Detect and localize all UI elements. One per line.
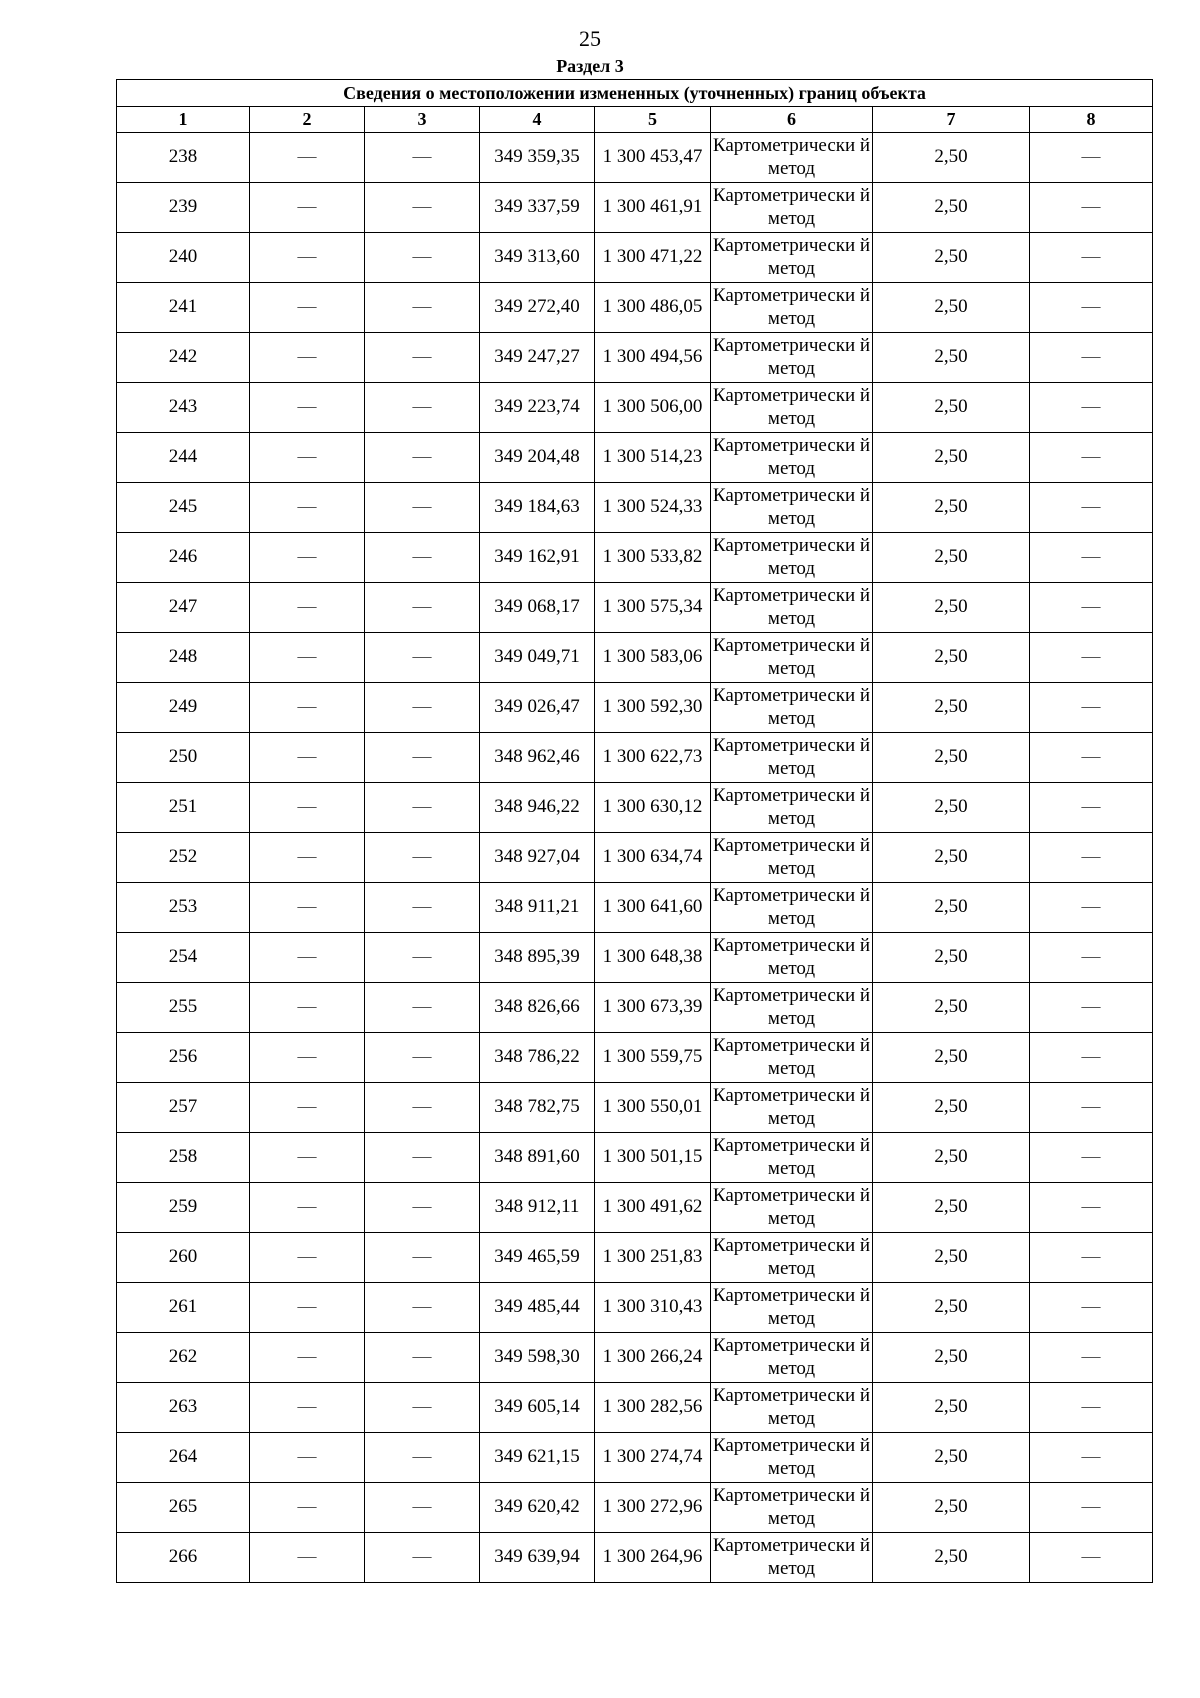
col3-cell: — xyxy=(365,1483,480,1533)
col8-cell: — xyxy=(1030,133,1153,183)
table-row xyxy=(117,433,1153,483)
method-cell: Картометрически й метод xyxy=(711,883,873,933)
col8-cell: — xyxy=(1030,733,1153,783)
point-number-cell: 254 xyxy=(117,933,250,983)
method-cell: Картометрически й метод xyxy=(711,1283,873,1333)
col3-cell: — xyxy=(365,1533,480,1583)
col8-cell: — xyxy=(1030,1033,1153,1083)
point-number-cell: 251 xyxy=(117,783,250,833)
y-coordinate-cell: 1 300 282,56 xyxy=(595,1383,711,1433)
col2-cell: — xyxy=(250,1183,365,1233)
column-header: 4 xyxy=(480,107,595,133)
y-coordinate-cell: 1 300 622,73 xyxy=(595,733,711,783)
col2-cell: — xyxy=(250,1033,365,1083)
col2-cell: — xyxy=(250,483,365,533)
x-coordinate-cell: 348 912,11 xyxy=(480,1183,595,1233)
x-coordinate-cell: 349 639,94 xyxy=(480,1533,595,1583)
x-coordinate-cell: 349 621,15 xyxy=(480,1433,595,1483)
table-row xyxy=(117,333,1153,383)
section-title: Раздел 3 xyxy=(556,56,624,76)
accuracy-cell: 2,50 xyxy=(873,483,1030,533)
col3-cell: — xyxy=(365,833,480,883)
y-coordinate-cell: 1 300 266,24 xyxy=(595,1333,711,1383)
method-cell: Картометрически й метод xyxy=(711,583,873,633)
y-coordinate-cell: 1 300 461,91 xyxy=(595,183,711,233)
col3-cell: — xyxy=(365,333,480,383)
col3-cell: — xyxy=(365,533,480,583)
col3-cell: — xyxy=(365,183,480,233)
y-coordinate-cell: 1 300 310,43 xyxy=(595,1283,711,1333)
col2-cell: — xyxy=(250,883,365,933)
col8-cell: — xyxy=(1030,483,1153,533)
table-row xyxy=(117,1333,1153,1383)
point-number-cell: 262 xyxy=(117,1333,250,1383)
col2-cell: — xyxy=(250,433,365,483)
table-row xyxy=(117,1133,1153,1183)
point-number-cell: 259 xyxy=(117,1183,250,1233)
col3-cell: — xyxy=(365,583,480,633)
col3-cell: — xyxy=(365,1233,480,1283)
method-cell: Картометрически й метод xyxy=(711,1483,873,1533)
col3-cell: — xyxy=(365,483,480,533)
point-number-cell: 246 xyxy=(117,533,250,583)
x-coordinate-cell: 349 204,48 xyxy=(480,433,595,483)
table-row xyxy=(117,533,1153,583)
col8-cell: — xyxy=(1030,383,1153,433)
col2-cell: — xyxy=(250,633,365,683)
col8-cell: — xyxy=(1030,1183,1153,1233)
table-row xyxy=(117,933,1153,983)
col2-cell: — xyxy=(250,983,365,1033)
point-number-cell: 242 xyxy=(117,333,250,383)
col2-cell: — xyxy=(250,1533,365,1583)
y-coordinate-cell: 1 300 251,83 xyxy=(595,1233,711,1283)
y-coordinate-cell: 1 300 514,23 xyxy=(595,433,711,483)
col8-cell: — xyxy=(1030,683,1153,733)
x-coordinate-cell: 349 026,47 xyxy=(480,683,595,733)
col8-cell: — xyxy=(1030,1533,1153,1583)
table-row xyxy=(117,1533,1153,1583)
column-header: 5 xyxy=(595,107,711,133)
col8-cell: — xyxy=(1030,1133,1153,1183)
table-row xyxy=(117,1033,1153,1083)
table-row xyxy=(117,783,1153,833)
col8-cell: — xyxy=(1030,1383,1153,1433)
table-row xyxy=(117,983,1153,1033)
point-number-cell: 258 xyxy=(117,1133,250,1183)
method-cell: Картометрически й метод xyxy=(711,1033,873,1083)
x-coordinate-cell: 349 068,17 xyxy=(480,583,595,633)
col3-cell: — xyxy=(365,733,480,783)
x-coordinate-cell: 348 786,22 xyxy=(480,1033,595,1083)
col2-cell: — xyxy=(250,383,365,433)
y-coordinate-cell: 1 300 453,47 xyxy=(595,133,711,183)
y-coordinate-cell: 1 300 471,22 xyxy=(595,233,711,283)
column-header: 3 xyxy=(365,107,480,133)
point-number-cell: 243 xyxy=(117,383,250,433)
y-coordinate-cell: 1 300 641,60 xyxy=(595,883,711,933)
x-coordinate-cell: 348 782,75 xyxy=(480,1083,595,1133)
col2-cell: — xyxy=(250,133,365,183)
point-number-cell: 257 xyxy=(117,1083,250,1133)
x-coordinate-cell: 348 891,60 xyxy=(480,1133,595,1183)
col8-cell: — xyxy=(1030,1233,1153,1283)
method-cell: Картометрически й метод xyxy=(711,633,873,683)
accuracy-cell: 2,50 xyxy=(873,1283,1030,1333)
table-caption: Сведения о местоположении измененных (уточненных) границ объекта xyxy=(117,80,1153,107)
col8-cell: — xyxy=(1030,833,1153,883)
col8-cell: — xyxy=(1030,283,1153,333)
y-coordinate-cell: 1 300 494,56 xyxy=(595,333,711,383)
accuracy-cell: 2,50 xyxy=(873,1033,1030,1083)
x-coordinate-cell: 349 598,30 xyxy=(480,1333,595,1383)
method-cell: Картометрически й метод xyxy=(711,1083,873,1133)
accuracy-cell: 2,50 xyxy=(873,333,1030,383)
x-coordinate-cell: 348 826,66 xyxy=(480,983,595,1033)
method-cell: Картометрически й метод xyxy=(711,433,873,483)
col8-cell: — xyxy=(1030,233,1153,283)
x-coordinate-cell: 349 272,40 xyxy=(480,283,595,333)
x-coordinate-cell: 349 162,91 xyxy=(480,533,595,583)
point-number-cell: 256 xyxy=(117,1033,250,1083)
col8-cell: — xyxy=(1030,883,1153,933)
col3-cell: — xyxy=(365,383,480,433)
col8-cell: — xyxy=(1030,983,1153,1033)
accuracy-cell: 2,50 xyxy=(873,683,1030,733)
x-coordinate-cell: 349 465,59 xyxy=(480,1233,595,1283)
col3-cell: — xyxy=(365,1083,480,1133)
table-row xyxy=(117,283,1153,333)
y-coordinate-cell: 1 300 264,96 xyxy=(595,1533,711,1583)
col2-cell: — xyxy=(250,683,365,733)
y-coordinate-cell: 1 300 272,96 xyxy=(595,1483,711,1533)
col3-cell: — xyxy=(365,683,480,733)
column-header: 6 xyxy=(711,107,873,133)
page-number: 25 xyxy=(579,26,601,51)
point-number-cell: 249 xyxy=(117,683,250,733)
x-coordinate-cell: 348 895,39 xyxy=(480,933,595,983)
accuracy-cell: 2,50 xyxy=(873,1333,1030,1383)
col2-cell: — xyxy=(250,1283,365,1333)
col2-cell: — xyxy=(250,583,365,633)
accuracy-cell: 2,50 xyxy=(873,433,1030,483)
method-cell: Картометрически й метод xyxy=(711,533,873,583)
table-body xyxy=(117,133,1153,1583)
x-coordinate-cell: 349 605,14 xyxy=(480,1383,595,1433)
col8-cell: — xyxy=(1030,1083,1153,1133)
point-number-cell: 244 xyxy=(117,433,250,483)
y-coordinate-cell: 1 300 486,05 xyxy=(595,283,711,333)
accuracy-cell: 2,50 xyxy=(873,1233,1030,1283)
method-cell: Картометрически й метод xyxy=(711,833,873,883)
point-number-cell: 265 xyxy=(117,1483,250,1533)
point-number-cell: 266 xyxy=(117,1533,250,1583)
point-number-cell: 248 xyxy=(117,633,250,683)
y-coordinate-cell: 1 300 491,62 xyxy=(595,1183,711,1233)
table-row xyxy=(117,583,1153,633)
point-number-cell: 252 xyxy=(117,833,250,883)
point-number-cell: 264 xyxy=(117,1433,250,1483)
accuracy-cell: 2,50 xyxy=(873,883,1030,933)
table-row xyxy=(117,633,1153,683)
table-row xyxy=(117,883,1153,933)
x-coordinate-cell: 348 927,04 xyxy=(480,833,595,883)
col3-cell: — xyxy=(365,633,480,683)
table-row xyxy=(117,1183,1153,1233)
method-cell: Картометрически й метод xyxy=(711,1433,873,1483)
col8-cell: — xyxy=(1030,583,1153,633)
method-cell: Картометрически й метод xyxy=(711,983,873,1033)
column-header-row xyxy=(117,107,1153,133)
method-cell: Картометрически й метод xyxy=(711,183,873,233)
y-coordinate-cell: 1 300 274,74 xyxy=(595,1433,711,1483)
col2-cell: — xyxy=(250,1133,365,1183)
col3-cell: — xyxy=(365,883,480,933)
method-cell: Картометрически й метод xyxy=(711,1383,873,1433)
method-cell: Картометрически й метод xyxy=(711,933,873,983)
x-coordinate-cell: 349 313,60 xyxy=(480,233,595,283)
x-coordinate-cell: 348 962,46 xyxy=(480,733,595,783)
accuracy-cell: 2,50 xyxy=(873,1533,1030,1583)
table-row xyxy=(117,183,1153,233)
table-row xyxy=(117,833,1153,883)
y-coordinate-cell: 1 300 501,15 xyxy=(595,1133,711,1183)
col3-cell: — xyxy=(365,1133,480,1183)
accuracy-cell: 2,50 xyxy=(873,1183,1030,1233)
coordinates-table xyxy=(116,79,1153,1583)
col3-cell: — xyxy=(365,783,480,833)
accuracy-cell: 2,50 xyxy=(873,1083,1030,1133)
accuracy-cell: 2,50 xyxy=(873,983,1030,1033)
table-row xyxy=(117,1233,1153,1283)
point-number-cell: 247 xyxy=(117,583,250,633)
y-coordinate-cell: 1 300 506,00 xyxy=(595,383,711,433)
column-header: 7 xyxy=(873,107,1030,133)
accuracy-cell: 2,50 xyxy=(873,1383,1030,1433)
col8-cell: — xyxy=(1030,783,1153,833)
col2-cell: — xyxy=(250,1383,365,1433)
accuracy-cell: 2,50 xyxy=(873,733,1030,783)
col2-cell: — xyxy=(250,333,365,383)
col3-cell: — xyxy=(365,1433,480,1483)
method-cell: Картометрически й метод xyxy=(711,333,873,383)
col8-cell: — xyxy=(1030,1283,1153,1333)
accuracy-cell: 2,50 xyxy=(873,833,1030,883)
x-coordinate-cell: 349 620,42 xyxy=(480,1483,595,1533)
point-number-cell: 263 xyxy=(117,1383,250,1433)
table-row xyxy=(117,1283,1153,1333)
col8-cell: — xyxy=(1030,533,1153,583)
method-cell: Картометрически й метод xyxy=(711,233,873,283)
accuracy-cell: 2,50 xyxy=(873,583,1030,633)
col2-cell: — xyxy=(250,733,365,783)
point-number-cell: 261 xyxy=(117,1283,250,1333)
method-cell: Картометрически й метод xyxy=(711,783,873,833)
accuracy-cell: 2,50 xyxy=(873,933,1030,983)
col3-cell: — xyxy=(365,433,480,483)
col8-cell: — xyxy=(1030,1433,1153,1483)
y-coordinate-cell: 1 300 673,39 xyxy=(595,983,711,1033)
point-number-cell: 255 xyxy=(117,983,250,1033)
col8-cell: — xyxy=(1030,433,1153,483)
col2-cell: — xyxy=(250,1233,365,1283)
col8-cell: — xyxy=(1030,183,1153,233)
column-header: 2 xyxy=(250,107,365,133)
point-number-cell: 241 xyxy=(117,283,250,333)
method-cell: Картометрически й метод xyxy=(711,133,873,183)
col8-cell: — xyxy=(1030,633,1153,683)
x-coordinate-cell: 348 911,21 xyxy=(480,883,595,933)
accuracy-cell: 2,50 xyxy=(873,633,1030,683)
y-coordinate-cell: 1 300 648,38 xyxy=(595,933,711,983)
x-coordinate-cell: 349 184,63 xyxy=(480,483,595,533)
col3-cell: — xyxy=(365,1033,480,1083)
table-row xyxy=(117,1083,1153,1133)
table-row xyxy=(117,733,1153,783)
accuracy-cell: 2,50 xyxy=(873,533,1030,583)
col2-cell: — xyxy=(250,533,365,583)
column-header: 8 xyxy=(1030,107,1153,133)
accuracy-cell: 2,50 xyxy=(873,783,1030,833)
method-cell: Картометрически й метод xyxy=(711,1333,873,1383)
table-row xyxy=(117,1483,1153,1533)
col3-cell: — xyxy=(365,1333,480,1383)
col8-cell: — xyxy=(1030,1483,1153,1533)
y-coordinate-cell: 1 300 550,01 xyxy=(595,1083,711,1133)
x-coordinate-cell: 349 223,74 xyxy=(480,383,595,433)
table-row xyxy=(117,133,1153,183)
accuracy-cell: 2,50 xyxy=(873,1433,1030,1483)
accuracy-cell: 2,50 xyxy=(873,383,1030,433)
accuracy-cell: 2,50 xyxy=(873,283,1030,333)
y-coordinate-cell: 1 300 524,33 xyxy=(595,483,711,533)
col2-cell: — xyxy=(250,1333,365,1383)
point-number-cell: 239 xyxy=(117,183,250,233)
method-cell: Картометрически й метод xyxy=(711,483,873,533)
col2-cell: — xyxy=(250,283,365,333)
y-coordinate-cell: 1 300 575,34 xyxy=(595,583,711,633)
accuracy-cell: 2,50 xyxy=(873,133,1030,183)
x-coordinate-cell: 349 359,35 xyxy=(480,133,595,183)
method-cell: Картометрически й метод xyxy=(711,383,873,433)
col8-cell: — xyxy=(1030,333,1153,383)
x-coordinate-cell: 349 337,59 xyxy=(480,183,595,233)
y-coordinate-cell: 1 300 583,06 xyxy=(595,633,711,683)
y-coordinate-cell: 1 300 533,82 xyxy=(595,533,711,583)
method-cell: Картометрически й метод xyxy=(711,683,873,733)
method-cell: Картометрически й метод xyxy=(711,1533,873,1583)
point-number-cell: 253 xyxy=(117,883,250,933)
col3-cell: — xyxy=(365,983,480,1033)
y-coordinate-cell: 1 300 634,74 xyxy=(595,833,711,883)
col3-cell: — xyxy=(365,283,480,333)
x-coordinate-cell: 348 946,22 xyxy=(480,783,595,833)
table-row xyxy=(117,383,1153,433)
method-cell: Картометрически й метод xyxy=(711,1133,873,1183)
y-coordinate-cell: 1 300 592,30 xyxy=(595,683,711,733)
col3-cell: — xyxy=(365,133,480,183)
col2-cell: — xyxy=(250,1083,365,1133)
x-coordinate-cell: 349 049,71 xyxy=(480,633,595,683)
table-row xyxy=(117,683,1153,733)
method-cell: Картометрически й метод xyxy=(711,1183,873,1233)
table-row xyxy=(117,1433,1153,1483)
column-header: 1 xyxy=(117,107,250,133)
col8-cell: — xyxy=(1030,933,1153,983)
table-row xyxy=(117,483,1153,533)
y-coordinate-cell: 1 300 630,12 xyxy=(595,783,711,833)
point-number-cell: 245 xyxy=(117,483,250,533)
point-number-cell: 240 xyxy=(117,233,250,283)
point-number-cell: 238 xyxy=(117,133,250,183)
point-number-cell: 260 xyxy=(117,1233,250,1283)
method-cell: Картометрически й метод xyxy=(711,283,873,333)
accuracy-cell: 2,50 xyxy=(873,1133,1030,1183)
method-cell: Картометрически й метод xyxy=(711,733,873,783)
col2-cell: — xyxy=(250,833,365,883)
point-number-cell: 250 xyxy=(117,733,250,783)
col3-cell: — xyxy=(365,1383,480,1433)
accuracy-cell: 2,50 xyxy=(873,183,1030,233)
col8-cell: — xyxy=(1030,1333,1153,1383)
table-row xyxy=(117,1383,1153,1433)
y-coordinate-cell: 1 300 559,75 xyxy=(595,1033,711,1083)
x-coordinate-cell: 349 247,27 xyxy=(480,333,595,383)
col2-cell: — xyxy=(250,783,365,833)
col3-cell: — xyxy=(365,233,480,283)
col3-cell: — xyxy=(365,933,480,983)
col3-cell: — xyxy=(365,1283,480,1333)
accuracy-cell: 2,50 xyxy=(873,233,1030,283)
col2-cell: — xyxy=(250,233,365,283)
x-coordinate-cell: 349 485,44 xyxy=(480,1283,595,1333)
col2-cell: — xyxy=(250,1483,365,1533)
col2-cell: — xyxy=(250,183,365,233)
accuracy-cell: 2,50 xyxy=(873,1483,1030,1533)
method-cell: Картометрически й метод xyxy=(711,1233,873,1283)
table-row xyxy=(117,233,1153,283)
col2-cell: — xyxy=(250,933,365,983)
col2-cell: — xyxy=(250,1433,365,1483)
col3-cell: — xyxy=(365,1183,480,1233)
